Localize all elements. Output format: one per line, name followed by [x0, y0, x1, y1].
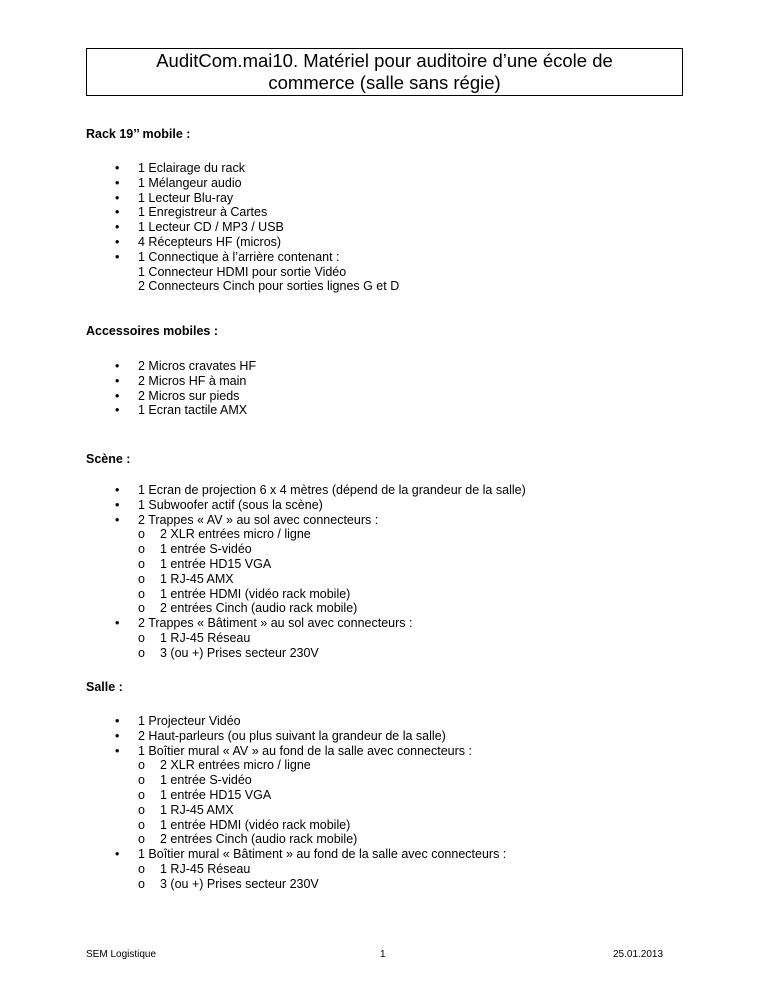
sub-list-item-text: 3 (ou +) Prises secteur 230V [160, 645, 319, 660]
circle-bullet-icon: o [138, 817, 145, 832]
sub-list [0, 527, 526, 616]
sub-list-item-text: 1 entrée S-vidéo [160, 773, 252, 788]
sub-list-item [0, 803, 506, 818]
sub-list-item [0, 832, 506, 847]
sub-list-item [0, 587, 526, 602]
circle-bullet-icon: o [138, 876, 145, 891]
footer-date: 25.01.2013 [613, 949, 664, 960]
list-item-text: 2 Trappes « Bâtiment » au sol avec connecteurs : [138, 616, 413, 631]
section-heading-accessoires: Accessoires mobiles : [86, 324, 219, 338]
sub-list [0, 631, 526, 661]
list-item [0, 513, 526, 617]
sub-list-item [0, 527, 526, 542]
circle-bullet-icon: o [138, 527, 145, 542]
bullet-icon: • [115, 175, 120, 190]
sub-list-item-text: 2 entrées Cinch (audio rack mobile) [160, 601, 358, 616]
sub-list-item [0, 646, 526, 661]
list-item-text: 2 Micros HF à main [138, 373, 247, 388]
bullet-icon: • [115, 714, 120, 728]
section-heading-scene: Scène : [86, 452, 131, 466]
sub-list-item [0, 758, 506, 773]
list-item-text: 1 Boîtier mural « Bâtiment » au fond de la salle avec connecteurs : [138, 847, 507, 862]
sub-list-item [0, 631, 526, 646]
sub-list-item [0, 788, 506, 803]
circle-bullet-icon: o [138, 645, 145, 660]
list-item [0, 616, 526, 660]
circle-bullet-icon: o [138, 802, 145, 817]
list-item-text: 1 Projecteur Vidéo [138, 714, 241, 728]
section-heading-rack: Rack 19’’ mobile : [86, 127, 191, 141]
bullet-icon: • [115, 512, 120, 527]
list-item-text: 4 Récepteurs HF (micros) [138, 234, 282, 249]
bullet-icon: • [115, 220, 120, 235]
bullet-icon: • [115, 190, 120, 205]
list-item-text: 2 Micros sur pieds [138, 388, 240, 403]
document-title [86, 48, 683, 96]
list-item-extra-line: 1 Connecteur HDMI pour sortie Vidéo [138, 264, 347, 279]
list-item-text: 2 Micros cravates HF [138, 359, 257, 373]
bullet-icon: • [115, 483, 120, 497]
list-item [0, 403, 256, 418]
list-item [0, 744, 506, 848]
sub-list-item-text: 1 RJ-45 AMX [160, 802, 234, 817]
list-item-text: 1 Ecran de projection 6 x 4 mètres (dépend de la grandeur de la salle) [138, 483, 526, 497]
circle-bullet-icon: o [138, 542, 145, 557]
circle-bullet-icon: o [138, 758, 145, 773]
sub-list-item-text: 1 RJ-45 AMX [160, 571, 234, 586]
list-item-text: 2 Haut-parleurs (ou plus suivant la grandeur de la salle) [138, 728, 446, 743]
list-item-text: 1 Subwoofer actif (sous la scène) [138, 497, 323, 512]
bullet-icon: • [115, 743, 120, 758]
list-item [0, 235, 399, 250]
circle-bullet-icon: o [138, 601, 145, 616]
list-item [0, 220, 399, 235]
sub-list [0, 862, 506, 892]
list-item [0, 714, 506, 729]
list-item-text: 1 Lecteur Blu-ray [138, 190, 234, 205]
sub-list-item-text: 1 entrée HDMI (vidéo rack mobile) [160, 586, 351, 601]
circle-bullet-icon: o [138, 787, 145, 802]
sub-list-item-text: 2 XLR entrées micro / ligne [160, 527, 311, 542]
circle-bullet-icon: o [138, 556, 145, 571]
list-item-text: 2 Trappes « AV » au sol avec connecteurs : [138, 512, 379, 527]
rack-list [0, 161, 399, 294]
sub-list-item-text: 1 RJ-45 Réseau [160, 630, 251, 645]
list-item-text: 1 Boîtier mural « AV » au fond de la salle avec connecteurs : [138, 743, 472, 758]
bullet-icon: • [115, 234, 120, 249]
list-item [0, 250, 399, 294]
sub-list-item-text: 1 entrée HD15 VGA [160, 787, 272, 802]
sub-list-item-text: 2 XLR entrées micro / ligne [160, 758, 311, 773]
bullet-icon: • [115, 847, 120, 862]
list-item-text: 1 Mélangeur audio [138, 175, 242, 190]
sub-list-item [0, 862, 506, 877]
bullet-icon: • [115, 359, 120, 373]
list-item [0, 483, 526, 498]
section-heading-salle: Salle : [86, 680, 123, 694]
bullet-icon: • [115, 728, 120, 743]
sub-list-item [0, 773, 506, 788]
bullet-icon: • [115, 403, 120, 418]
bullet-icon: • [115, 616, 120, 631]
sub-list-item [0, 877, 506, 892]
bullet-icon: • [115, 388, 120, 403]
salle-list [0, 714, 506, 892]
list-item [0, 498, 526, 513]
scene-list [0, 483, 526, 661]
bullet-icon: • [115, 161, 120, 175]
list-item [0, 205, 399, 220]
list-item [0, 359, 256, 374]
sub-list-item-text: 2 entrées Cinch (audio rack mobile) [160, 832, 358, 847]
list-item-text: 1 Enregistreur à Cartes [138, 205, 268, 220]
circle-bullet-icon: o [138, 773, 145, 788]
circle-bullet-icon: o [138, 586, 145, 601]
sub-list-item [0, 572, 526, 587]
bullet-icon: • [115, 373, 120, 388]
sub-list-item-text: 1 entrée HD15 VGA [160, 556, 272, 571]
sub-list-item [0, 601, 526, 616]
sub-list-item-text: 3 (ou +) Prises secteur 230V [160, 876, 319, 891]
circle-bullet-icon: o [138, 630, 145, 645]
list-item [0, 389, 256, 404]
list-item [0, 374, 256, 389]
circle-bullet-icon: o [138, 832, 145, 847]
list-item [0, 161, 399, 176]
list-item-text: 1 Eclairage du rack [138, 161, 246, 175]
sub-list-item-text: 1 entrée HDMI (vidéo rack mobile) [160, 817, 351, 832]
bullet-icon: • [115, 249, 120, 264]
title-line-2: commerce (salle sans régie) [268, 72, 501, 93]
list-item-text: 1 Lecteur CD / MP3 / USB [138, 220, 284, 235]
list-item [0, 176, 399, 191]
sub-list-item-text: 1 RJ-45 Réseau [160, 861, 251, 876]
list-item-text: 1 Ecran tactile AMX [138, 403, 248, 418]
circle-bullet-icon: o [138, 861, 145, 876]
sub-list-item [0, 542, 526, 557]
sub-list-item [0, 557, 526, 572]
bullet-icon: • [115, 497, 120, 512]
list-item-text: 1 Connectique à l’arrière contenant : [138, 249, 340, 264]
circle-bullet-icon: o [138, 571, 145, 586]
list-item-extra-line: 2 Connecteurs Cinch pour sorties lignes G et D [138, 279, 400, 294]
list-item [0, 847, 506, 891]
list-item [0, 191, 399, 206]
footer-company: SEM Logistique [86, 949, 157, 960]
list-item [0, 729, 506, 744]
title-line-1: AuditCom.mai10. Matériel pour auditoire d’une école de [156, 50, 613, 71]
sub-list-item-text: 1 entrée S-vidéo [160, 542, 252, 557]
sub-list-item [0, 818, 506, 833]
accessoires-list [0, 359, 256, 418]
bullet-icon: • [115, 205, 120, 220]
footer-page-number: 1 [380, 949, 386, 960]
sub-list [0, 758, 506, 847]
